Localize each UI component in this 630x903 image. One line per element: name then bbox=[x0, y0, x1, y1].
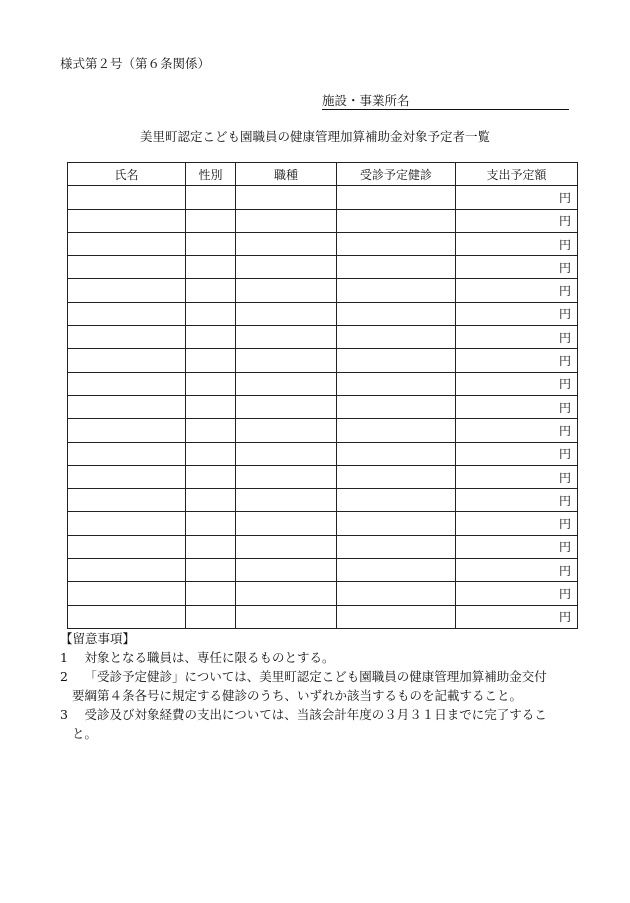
cell-gender[interactable] bbox=[186, 442, 236, 465]
roster-table bbox=[67, 162, 578, 629]
cell-amount[interactable]: 円 bbox=[456, 302, 578, 325]
cell-amount[interactable]: 円 bbox=[456, 465, 578, 488]
cell-checkup[interactable] bbox=[337, 256, 456, 279]
cell-gender[interactable] bbox=[186, 232, 236, 255]
note-continuation: と。 bbox=[72, 726, 98, 741]
cell-checkup[interactable] bbox=[337, 186, 456, 209]
cell-amount[interactable]: 円 bbox=[456, 209, 578, 232]
note-text: 「受診予定健診」については、美里町認定こども園職員の健康管理加算補助金交付 bbox=[84, 669, 547, 684]
cell-checkup[interactable] bbox=[337, 605, 456, 628]
cell-job-type[interactable] bbox=[236, 535, 337, 558]
cell-job-type[interactable] bbox=[236, 489, 337, 512]
cell-amount[interactable]: 円 bbox=[456, 326, 578, 349]
cell-amount[interactable]: 円 bbox=[456, 419, 578, 442]
cell-checkup[interactable] bbox=[337, 279, 456, 302]
cell-checkup[interactable] bbox=[337, 372, 456, 395]
cell-gender[interactable] bbox=[186, 326, 236, 349]
notes-heading: 【留意事項】 bbox=[60, 631, 136, 646]
header-job-type: 職種 bbox=[236, 163, 337, 186]
cell-name[interactable] bbox=[68, 582, 186, 605]
cell-job-type[interactable] bbox=[236, 442, 337, 465]
table-row bbox=[68, 349, 578, 372]
cell-amount[interactable]: 円 bbox=[456, 442, 578, 465]
cell-name[interactable] bbox=[68, 395, 186, 418]
table-row bbox=[68, 559, 578, 582]
table-row bbox=[68, 419, 578, 442]
header-name: 氏名 bbox=[68, 163, 186, 186]
cell-job-type[interactable] bbox=[236, 605, 337, 628]
header-amount: 支出予定額 bbox=[456, 163, 578, 186]
cell-checkup[interactable] bbox=[337, 559, 456, 582]
cell-gender[interactable] bbox=[186, 489, 236, 512]
table-row bbox=[68, 605, 578, 628]
note-item bbox=[60, 667, 580, 686]
cell-name[interactable] bbox=[68, 605, 186, 628]
cell-checkup[interactable] bbox=[337, 489, 456, 512]
table-row bbox=[68, 535, 578, 558]
cell-name[interactable] bbox=[68, 419, 186, 442]
cell-amount[interactable]: 円 bbox=[456, 489, 578, 512]
cell-job-type[interactable] bbox=[236, 209, 337, 232]
document-title: 美里町認定こども園職員の健康管理加算補助金対象予定者一覧 bbox=[139, 129, 490, 144]
table-header-row bbox=[68, 163, 578, 186]
cell-amount[interactable]: 円 bbox=[456, 349, 578, 372]
note-item bbox=[60, 648, 580, 667]
cell-checkup[interactable] bbox=[337, 232, 456, 255]
cell-checkup[interactable] bbox=[337, 326, 456, 349]
cell-job-type[interactable] bbox=[236, 256, 337, 279]
cell-checkup[interactable] bbox=[337, 512, 456, 535]
cell-gender[interactable] bbox=[186, 419, 236, 442]
table-row bbox=[68, 326, 578, 349]
cell-amount[interactable]: 円 bbox=[456, 582, 578, 605]
table-row bbox=[68, 232, 578, 255]
cell-job-type[interactable] bbox=[236, 582, 337, 605]
cell-amount[interactable]: 円 bbox=[456, 395, 578, 418]
cell-gender[interactable] bbox=[186, 535, 236, 558]
table-row bbox=[68, 465, 578, 488]
cell-checkup[interactable] bbox=[337, 535, 456, 558]
note-number: 1 bbox=[60, 650, 68, 665]
cell-job-type[interactable] bbox=[236, 512, 337, 535]
table-row bbox=[68, 186, 578, 209]
cell-checkup[interactable] bbox=[337, 395, 456, 418]
cell-name[interactable] bbox=[68, 535, 186, 558]
cell-checkup[interactable] bbox=[337, 209, 456, 232]
note-text: 対象となる職員は、専任に限るものとする。 bbox=[84, 650, 335, 665]
cell-name[interactable] bbox=[68, 209, 186, 232]
facility-label: 施設・事業所名 bbox=[322, 93, 410, 108]
cell-job-type[interactable] bbox=[236, 232, 337, 255]
facility-name-field[interactable] bbox=[322, 93, 569, 110]
note-continuation: 要綱第４条各号に規定する健診のうち、いずれか該当するものを記載すること。 bbox=[72, 688, 523, 703]
cell-job-type[interactable] bbox=[236, 419, 337, 442]
header-gender: 性別 bbox=[186, 163, 236, 186]
cell-amount[interactable]: 円 bbox=[456, 186, 578, 209]
cell-checkup[interactable] bbox=[337, 302, 456, 325]
cell-name[interactable] bbox=[68, 559, 186, 582]
cell-job-type[interactable] bbox=[236, 559, 337, 582]
cell-amount[interactable]: 円 bbox=[456, 279, 578, 302]
cell-amount[interactable]: 円 bbox=[456, 232, 578, 255]
cell-name[interactable] bbox=[68, 442, 186, 465]
cell-gender[interactable] bbox=[186, 372, 236, 395]
cell-amount[interactable]: 円 bbox=[456, 256, 578, 279]
cell-job-type[interactable] bbox=[236, 372, 337, 395]
cell-name[interactable] bbox=[68, 372, 186, 395]
cell-gender[interactable] bbox=[186, 465, 236, 488]
cell-checkup[interactable] bbox=[337, 582, 456, 605]
table-row bbox=[68, 256, 578, 279]
table-row bbox=[68, 302, 578, 325]
cell-gender[interactable] bbox=[186, 279, 236, 302]
cell-gender[interactable] bbox=[186, 559, 236, 582]
table-row bbox=[68, 489, 578, 512]
cell-gender[interactable] bbox=[186, 256, 236, 279]
cell-gender[interactable] bbox=[186, 605, 236, 628]
cell-amount[interactable]: 円 bbox=[456, 605, 578, 628]
cell-amount[interactable]: 円 bbox=[456, 535, 578, 558]
cell-gender[interactable] bbox=[186, 209, 236, 232]
cell-amount[interactable]: 円 bbox=[456, 372, 578, 395]
cell-job-type[interactable] bbox=[236, 302, 337, 325]
cell-job-type[interactable] bbox=[236, 465, 337, 488]
header-checkup: 受診予定健診 bbox=[337, 163, 456, 186]
cell-job-type[interactable] bbox=[236, 326, 337, 349]
cell-gender[interactable] bbox=[186, 302, 236, 325]
cell-name[interactable] bbox=[68, 349, 186, 372]
note-item bbox=[60, 705, 580, 724]
cell-name[interactable] bbox=[68, 256, 186, 279]
cell-name[interactable] bbox=[68, 302, 186, 325]
note-number: 2 bbox=[60, 669, 68, 684]
cell-gender[interactable] bbox=[186, 395, 236, 418]
notes-section bbox=[60, 629, 580, 743]
cell-gender[interactable] bbox=[186, 186, 236, 209]
note-number: 3 bbox=[60, 707, 68, 722]
cell-name[interactable] bbox=[68, 232, 186, 255]
cell-amount[interactable]: 円 bbox=[456, 512, 578, 535]
cell-name[interactable] bbox=[68, 279, 186, 302]
cell-name[interactable] bbox=[68, 186, 186, 209]
table-row bbox=[68, 582, 578, 605]
cell-job-type[interactable] bbox=[236, 349, 337, 372]
cell-name[interactable] bbox=[68, 512, 186, 535]
table-row bbox=[68, 279, 578, 302]
cell-checkup[interactable] bbox=[337, 349, 456, 372]
table-row bbox=[68, 512, 578, 535]
cell-checkup[interactable] bbox=[337, 465, 456, 488]
cell-gender[interactable] bbox=[186, 512, 236, 535]
form-number: 様式第２号（第６条関係） bbox=[60, 56, 211, 71]
table-row bbox=[68, 209, 578, 232]
cell-name[interactable] bbox=[68, 465, 186, 488]
cell-checkup[interactable] bbox=[337, 442, 456, 465]
cell-gender[interactable] bbox=[186, 349, 236, 372]
cell-job-type[interactable] bbox=[236, 395, 337, 418]
table-row bbox=[68, 395, 578, 418]
table-row bbox=[68, 372, 578, 395]
note-text: 受診及び対象経費の支出については、当該会計年度の３月３１日までに完了するこ bbox=[84, 707, 547, 722]
cell-gender[interactable] bbox=[186, 582, 236, 605]
cell-amount[interactable]: 円 bbox=[456, 559, 578, 582]
cell-job-type[interactable] bbox=[236, 279, 337, 302]
cell-name[interactable] bbox=[68, 326, 186, 349]
cell-checkup[interactable] bbox=[337, 419, 456, 442]
cell-name[interactable] bbox=[68, 489, 186, 512]
cell-job-type[interactable] bbox=[236, 186, 337, 209]
table-row bbox=[68, 442, 578, 465]
